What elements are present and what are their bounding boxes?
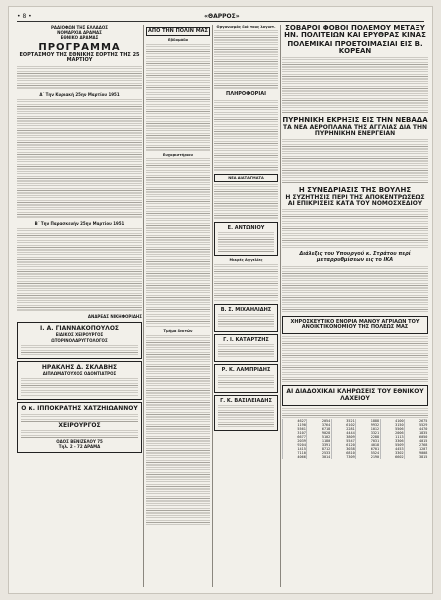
program-body-text-2 (17, 99, 142, 219)
table-cell: 2281 (331, 427, 355, 431)
table-cell: 9932 (356, 423, 380, 427)
ad-giannakopoulos: Ι. Α. ΓΙΑΝΝΑΚΟΠΟΥΛΟΣ ΕΙΔΙΚΟΣ ΧΕΙΡΟΥΡΓΟΣ ΩΤΟΡΙΝΟΛΑΡΥΓΓΟΛΟΓΟΣ (17, 322, 142, 359)
lottery-table (282, 419, 428, 459)
headline-church: ΧΗΡΟΣΚΕΥΤΙΚΟ ΕΝΟΡΙΑ ΜΑΝΟΥ ΑΓΡΙΑΩΝ ΤΟΥ ΑΝΟΙΚΤΙΚΟΝΟΜΙΟΥ ΤΗΣ ΠΟΛΕΩΣ ΜΑΣ (282, 316, 428, 335)
ad-michailidis: Β. Σ. ΜΙΧΑΗΛΙΔΗΣ (214, 304, 278, 332)
table-cell: 4100 (380, 419, 404, 423)
table-cell: 3815 (405, 455, 428, 459)
table-cell: 5561 (283, 427, 307, 431)
headline-lottery: ΑΙ ΔΙΑΔΟΧΙΚΑΙ ΚΛΗΡΩΣΕΙΣ ΤΟΥ ΕΘΝΙΚΟΥ ΛΑΧΕΙΟΥ (282, 385, 428, 406)
program-subtitle: ΕΟΡΤΑΣΜΟΥ ΤΗΣ ΕΘΝΙΚΗΣ ΕΟΡΤΗΣ ΤΗΣ 25 ΜΑΡΤΙΟΥ (19, 52, 140, 64)
table-cell: 5547 (331, 439, 355, 443)
local-item-3-title: Τμήμα δεκτών (163, 329, 193, 334)
table-cell: 4066 (283, 455, 307, 459)
ad-sklavis: ΗΡΑΚΛΗΣ Δ. ΣΚΛΑΒΗΣ ΔΙΠΛΩΜΑΤΟΥΧΟΣ ΟΔΟΝΤΙΑΤΡΟΣ (17, 361, 142, 400)
table-cell: 6701 (356, 447, 380, 451)
table-cell: 5524 (356, 451, 380, 455)
program-body-text-1 (17, 66, 142, 90)
table-cell: 3391 (307, 443, 331, 447)
table-cell: 4018 (356, 443, 380, 447)
table-cell: 1012 (356, 427, 380, 431)
headline-parliament: Η ΣΥΝΕΔΡΙΑΣΙΣ ΤΗΣ ΒΟΥΛΗΣ (298, 186, 412, 195)
newspaper-page (8, 6, 433, 594)
ad-lampridis: Ρ. Κ. ΛΑΜΠΡΙΔΗΣ (214, 364, 278, 392)
program-signature: ΑΝΔΡΕΑΣ ΝΙΚΗΦΟΡΙΔΗΣ (87, 313, 142, 319)
headline-korea: ΠΟΛΕΜΙΚΑΙ ΠΡΟΕΤΟΙΜΑΣΙΑΙ ΕΙΣ Β. ΚΟΡΕΑΝ (287, 39, 423, 56)
column-announcements (214, 25, 278, 587)
ad-katartzis: Γ. Ι. ΚΑΤΑΡΤΖΗΣ (214, 334, 278, 362)
column-front-news (282, 25, 428, 587)
table-cell: 2288 (356, 435, 380, 439)
table-cell: 1190 (283, 423, 307, 427)
ad-vasileiadis: Γ. Κ. ΒΑΣΙΛΕΙΑΔΗΣ (214, 395, 278, 431)
table-cell: 4444 (331, 431, 355, 435)
table-row (283, 455, 429, 459)
table-cell: 5506 (380, 427, 404, 431)
table-cell: 9204 (283, 443, 307, 447)
ad-sklavis-name: ΗΡΑΚΛΗΣ Δ. ΣΚΛΑΒΗΣ (41, 363, 118, 371)
ad-antoniou: Ε. ΑΝΤΩΝΙΟΥ (214, 222, 278, 256)
table-cell: 6102 (331, 423, 355, 427)
table-cell: 4015 (405, 439, 428, 443)
table-cell: 4453 (380, 447, 404, 451)
radio-kicker: ΡΑΔΙΟΦΩΝ ΤΗΣ ΕΛΛΑΔΟΣ ΝΟΜΑΡΧΙΑ ΔΡΑΜΑΣ ΕΘΝΙΚΟ ΔΡΑΜΑΣ (50, 25, 108, 41)
table-cell: 1113 (380, 435, 404, 439)
announce-head: Οργανισμός διά τους λογιστ. (216, 25, 276, 29)
table-cell: 1888 (356, 419, 380, 423)
program-date-2: Β΄ Την Παρασκευήν 25ην Μαρτίου 1951 (34, 220, 125, 226)
headline-britain-planes: ΤΑ ΝΕΑ ΑΕΡΟΠΛΑΝΑ ΤΗΣ ΑΓΓΛΙΑΣ ΔΙΑ ΤΗΝ ΠΥΡΗΝΙΚΗΝ ΕΝΕΡΓΕΙΑΝ (282, 123, 428, 138)
table-cell: 3014 (307, 455, 331, 459)
table-cell: 6602 (380, 455, 404, 459)
column-local-news (146, 25, 210, 587)
table-cell: 2006 (380, 431, 404, 435)
table-cell: 2039 (283, 439, 307, 443)
table-cell: 4470 (405, 427, 428, 431)
paper-name: «ΘΑΡΡΟΣ» (204, 12, 240, 20)
table-cell: 2054 (307, 419, 331, 423)
local-item-2-title: Ευχαριστήριον (162, 152, 194, 157)
table-cell: 5509 (380, 443, 404, 447)
table-cell: 7309 (331, 455, 355, 459)
local-item-1-title: Εβδομάδα (167, 38, 189, 43)
table-cell: 7031 (356, 439, 380, 443)
headline-war-fears: ΣΟΒΑΡΟΙ ΦΟΒΟΙ ΠΟΛΕΜΟΥ ΜΕΤΑΞΥ ΗΝ. ΠΟΛΙΤΕΙΩΝ ΚΑΙ ΕΡΥΘΡΑΣ ΚΙΝΑΣ (284, 25, 426, 40)
table-cell: 6120 (331, 443, 355, 447)
table-cell: 3321 (356, 431, 380, 435)
table-cell: 3302 (380, 451, 404, 455)
table-cell: 4627 (283, 419, 307, 423)
program-title: ΠΡΟΓΡΑΜΜΑ (38, 41, 121, 53)
ad-chatziioannou: Ο κ. ΙΠΠΟΚΡΑΤΗΣ ΧΑΤΖΗΙΩΑΝΝΟΥ ΧΕΙΡΟΥΡΓΟΣ ΟΔΟΣ ΒΕΝΙΖΕΛΟΥ 75 Τηλ. 2 - 72 ΔΡΑΜΑ (17, 402, 142, 453)
table-cell: 7110 (283, 451, 307, 455)
table-cell: 3107 (283, 431, 307, 435)
page-number: • 8 • (17, 12, 32, 20)
classifieds-head: Μικρές Αγγελίες (229, 258, 263, 263)
table-cell: 3306 (380, 439, 404, 443)
decrees-head: ΝΕΑ ΔΙΑΤΑΓΜΑΤΑ (214, 174, 278, 182)
local-news-head: ΑΠΟ ΤΗΝ ΠΟΛΙΝ ΜΑΣ (146, 27, 210, 36)
ad-chatziioannou-name: Ο κ. ΙΠΠΟΚΡΑΤΗΣ ΧΑΤΖΗΙΩΑΝΝΟΥ (21, 405, 138, 413)
table-cell: 2675 (405, 419, 428, 423)
headline-nevada: ΠΥΡΗΝΙΚΗ ΕΚΡΗΞΙΣ ΕΙΣ ΤΗΝ ΝΕΒΑΔΑ (282, 116, 428, 125)
table-cell: 2533 (307, 451, 331, 455)
table-cell: 1207 (405, 447, 428, 451)
table-cell: 3150 (380, 423, 404, 427)
table-cell: 3038 (331, 447, 355, 451)
table-cell: 2768 (405, 443, 428, 447)
table-cell: 6718 (307, 427, 331, 431)
ad-giannakopoulos-name: Ι. Α. ΓΙΑΝΝΑΚΟΠΟΥΛΟΣ (39, 325, 120, 333)
table-cell: 6677 (283, 435, 307, 439)
table-cell: 3764 (307, 423, 331, 427)
table-cell: 3809 (331, 435, 355, 439)
table-cell: 9008 (405, 451, 428, 455)
table-cell: 2190 (356, 455, 380, 459)
column-radio-and-ads (17, 25, 142, 587)
table-cell: 1835 (405, 431, 428, 435)
table-cell: 1415 (283, 447, 307, 451)
table-cell: 5102 (307, 435, 331, 439)
table-cell: 9028 (307, 431, 331, 435)
headline-decentralization: Η ΣΥΖΗΤΗΣΙΣ ΠΕΡΙ ΤΗΣ ΑΠΟΚΕΝΤΡΩΣΕΩΣ ΑΙ ΕΠΙΚΡΙΣΕΙΣ ΚΑΤΑ ΤΟΥ ΝΟΜΟΣΧΕΔΙΟΥ (285, 193, 425, 207)
table-cell: 1180 (307, 439, 331, 443)
table-cell: 3521 (331, 419, 355, 423)
table-cell: 8712 (307, 447, 331, 451)
table-cell: 5529 (405, 423, 428, 427)
program-date-1: Α΄ Την Κυριακή 25ην Μαρτίου 1951 (39, 91, 120, 97)
program-body-text-3 (17, 228, 142, 312)
table-cell: 6810 (331, 451, 355, 455)
info-head: ΠΛΗΡΟΦΟΡΙΑΙ (226, 91, 266, 98)
table-cell: 6050 (405, 435, 428, 439)
subhead-ika: Διάλεξις του Υπουργού κ. Στράτου περί μεταρρυθμίσεων εις το ΙΚΑ (299, 251, 411, 263)
masthead (17, 11, 424, 21)
